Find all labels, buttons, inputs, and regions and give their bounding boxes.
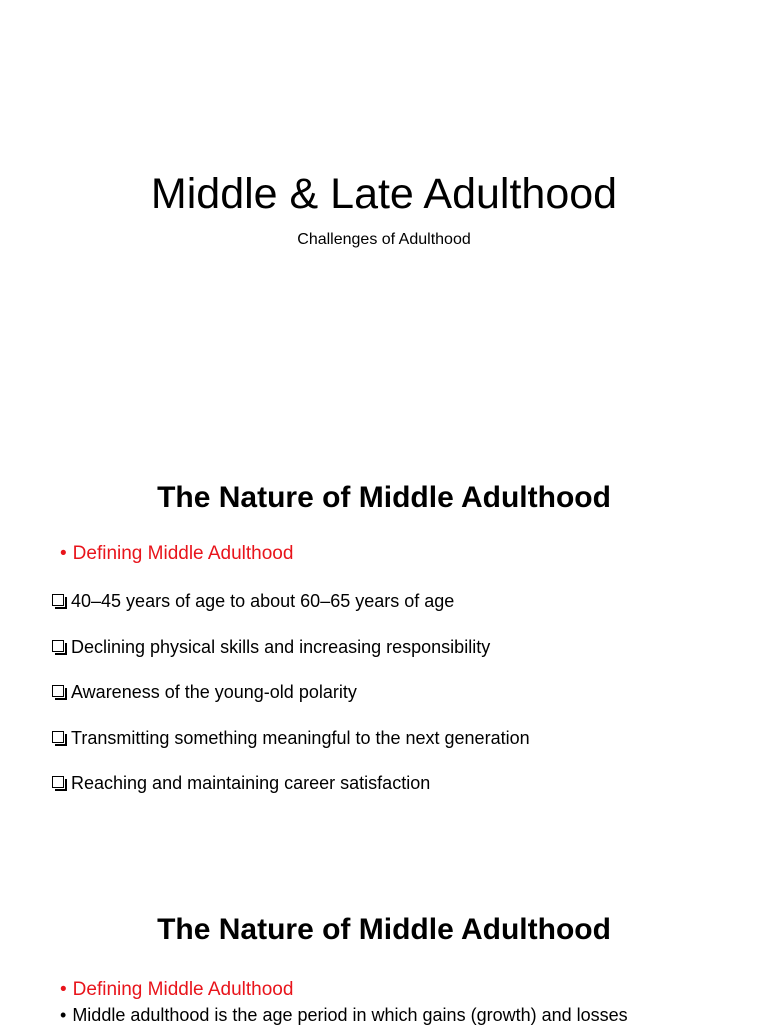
bullet-dot-icon: • <box>60 543 67 564</box>
list-item <box>52 589 530 635</box>
bullet-dot-icon: • <box>60 979 67 1000</box>
section-bullet-label: Defining Middle Adulthood <box>72 979 294 1000</box>
section-bullet <box>60 542 293 566</box>
presentation-title: Middle & Late Adulthood <box>150 170 618 218</box>
list-item-text: Transmitting something meaningful to the next generation <box>71 727 530 748</box>
presentation-subtitle: Challenges of Adulthood <box>297 231 471 248</box>
content-slide-2 <box>0 864 768 1024</box>
section-bullet <box>60 978 293 1002</box>
body-text <box>60 1003 628 1027</box>
checkbox-bullet-icon <box>52 640 64 652</box>
title-slide <box>0 0 768 432</box>
list-item <box>52 726 530 772</box>
checkbox-bullet-icon <box>52 594 64 606</box>
bullet-dot-icon: • <box>60 1005 67 1025</box>
list-item-text: Reaching and maintaining career satisfaction <box>71 773 431 793</box>
checkbox-bullet-icon <box>52 685 64 697</box>
content-slide-1 <box>0 432 768 864</box>
checklist <box>52 589 530 817</box>
list-item <box>52 680 530 726</box>
slide-heading: The Nature of Middle Adulthood <box>157 913 611 946</box>
list-item <box>52 635 530 681</box>
checkbox-bullet-icon <box>52 731 64 743</box>
section-bullet-label: Defining Middle Adulthood <box>72 543 294 564</box>
slide-heading: The Nature of Middle Adulthood <box>157 481 611 514</box>
list-item <box>52 771 530 817</box>
body-text-content: Middle adulthood is the age period in which gains (growth) and losses <box>72 1005 628 1025</box>
list-item-text: Declining physical skills and increasing responsibility <box>71 636 491 657</box>
list-item-text: Awareness of the young-old polarity <box>71 682 357 702</box>
list-item-text: 40–45 years of age to about 60–65 years of age <box>71 591 455 611</box>
checkbox-bullet-icon <box>52 776 64 788</box>
